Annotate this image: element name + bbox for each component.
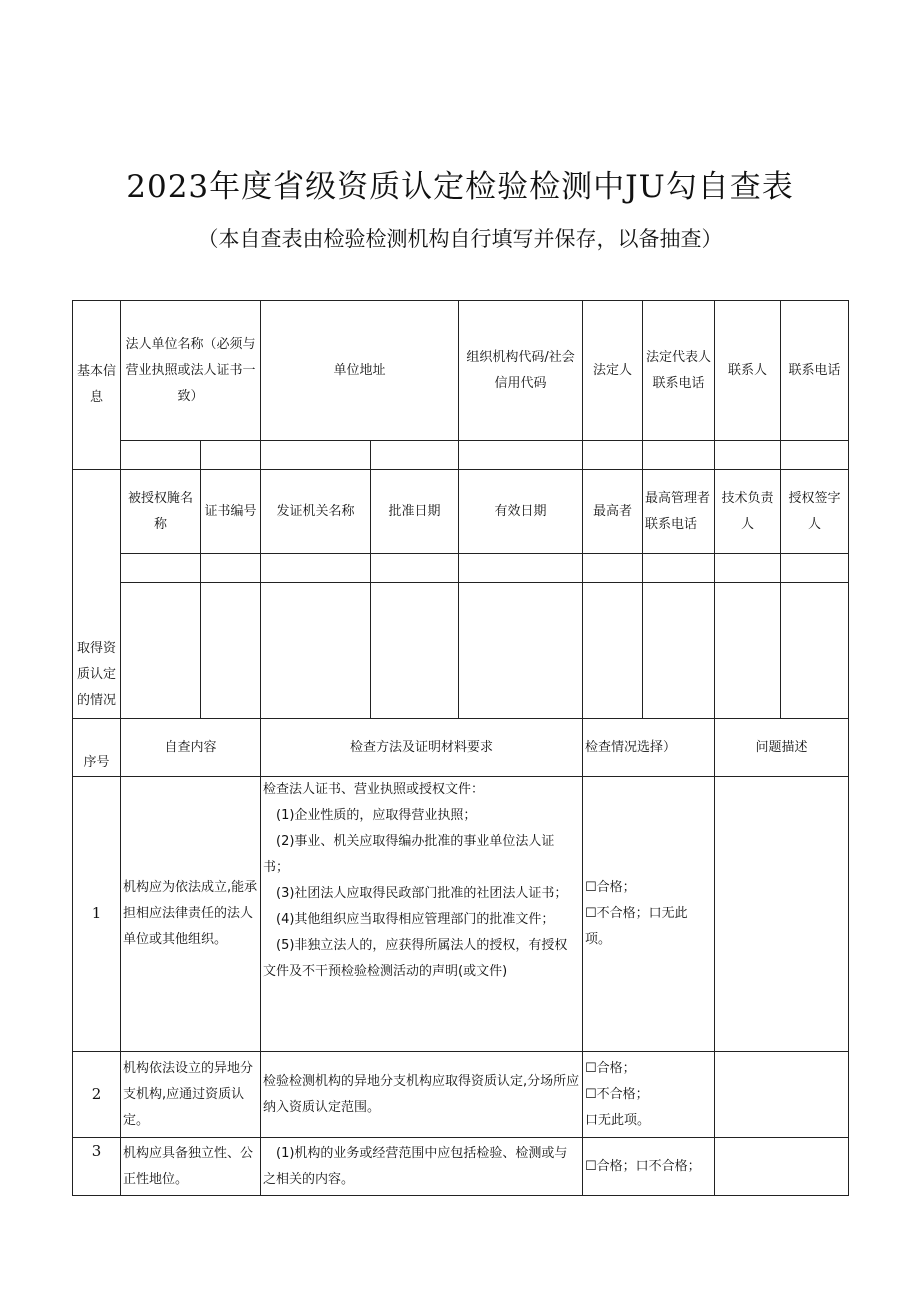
input-issuer-1[interactable] [261,554,371,583]
header-technical-lead: 技术负责人 [715,470,781,554]
item-1-result[interactable] [583,777,715,1052]
input-legal-rep-phone[interactable] [643,441,715,470]
header-certificate-number: 证书编号 [201,470,261,554]
input-legal-entity-name-b[interactable] [201,441,261,470]
header-contact-person: 联系人 [715,301,781,441]
header-org-code: 组织机构代码/社会信用代码 [459,301,583,441]
header-issuing-authority: 发证机关名称 [261,470,371,554]
input-contact-person[interactable] [715,441,781,470]
input-holder-1[interactable] [121,554,201,583]
page-title: 2023年度省级资质认定检验检测中JU勾自查表 [126,169,794,205]
input-holder-2[interactable] [121,583,201,719]
input-top-manager-2[interactable] [583,583,643,719]
header-check-method: 检查方法及证明材料要求 [261,719,583,777]
page-subtitle: （本自查表由检验检测机构自行填写并保存，以备抽查） [197,227,723,251]
input-org-code[interactable] [459,441,583,470]
input-top-manager-phone-1[interactable] [643,554,715,583]
input-valid-date-2[interactable] [459,583,583,719]
item-3-issue-input[interactable] [715,1138,849,1196]
item-1-issue-input[interactable] [715,777,849,1052]
item-1-method-point: (2)事业、机关应取得编办批准的事业单位法人证书； [263,834,555,875]
item-2-result-option[interactable]: 口无此项。 [585,1112,651,1128]
item-3-result-option[interactable]: ☐合格；口不合格； [585,1158,701,1174]
header-legal-representative: 法定人 [583,301,643,441]
item-1-content: 机构应为依法成立,能承担相应法律责任的法人单位或其他组织。 [121,777,261,1052]
item-1-method-point: (3)社团法人应取得民政部门批准的社团法人证书； [276,886,568,901]
input-cert-no-1[interactable] [201,554,261,583]
header-valid-date: 有效日期 [459,470,583,554]
input-legal-representative[interactable] [583,441,643,470]
input-top-manager-1[interactable] [583,554,643,583]
item-2-result[interactable] [583,1052,715,1138]
input-contact-phone[interactable] [781,441,849,470]
item-1-seq: 1 [73,777,121,1052]
header-top-manager: 最高者 [583,470,643,554]
header-top-manager-phone: 最高管理者联系电话 [643,470,715,554]
item-2-seq: 2 [73,1052,121,1138]
header-legal-rep-phone: 法定代表人联系电话 [643,301,715,441]
input-unit-address-a[interactable] [261,441,371,470]
input-unit-address-b[interactable] [371,441,459,470]
item-1-method-point: (5)非独立法人的，应获得所属法人的授权，有授权文件及不干预检验检测活动的声明(或文件) [263,938,568,979]
self-check-form [72,300,849,1196]
header-unit-address: 单位地址 [261,301,459,441]
item-1-method [261,777,583,1052]
input-legal-entity-name-a[interactable] [121,441,201,470]
header-issue-description: 问题描述 [715,719,849,777]
input-signatory-2[interactable] [781,583,849,719]
basic-info-label: 基本信息 [73,301,121,470]
item-2-result-option[interactable]: ☐不合格； [585,1086,649,1102]
item-2-method: 检验检测机构的异地分支机构应取得资质认定,分场所应纳入资质认定范围。 [261,1052,583,1138]
header-authorized-signatory: 授权签字人 [781,470,849,554]
input-signatory-1[interactable] [781,554,849,583]
input-tech-lead-1[interactable] [715,554,781,583]
input-approval-date-2[interactable] [371,583,459,719]
item-3-method: (1)机构的业务或经营范围中应包括检验、检测或与之相关的内容。 [261,1138,583,1196]
header-authorized-holder: 被授权腌名称 [121,470,201,554]
header-check-result: 检查情况选择） [583,719,715,777]
input-tech-lead-2[interactable] [715,583,781,719]
item-3-content: 机构应具备独立性、公正性地位。 [121,1138,261,1196]
input-approval-date-1[interactable] [371,554,459,583]
input-top-manager-phone-2[interactable] [643,583,715,719]
input-valid-date-1[interactable] [459,554,583,583]
input-cert-no-2[interactable] [201,583,261,719]
qualification-label: 取得资质认定的情况 [73,470,121,719]
item-2-issue-input[interactable] [715,1052,849,1138]
item-3-result[interactable] [583,1138,715,1196]
item-1-method-point: (1)企业性质的，应取得营业执照； [276,808,477,823]
header-approval-date: 批准日期 [371,470,459,554]
item-1-result-option[interactable]: ☐合格； [585,880,636,895]
header-contact-phone: 联系电话 [781,301,849,441]
item-2-content: 机构依法设立的异地分支机构,应通过资质认定。 [121,1052,261,1138]
input-issuer-2[interactable] [261,583,371,719]
item-3-seq: 3 [73,1138,121,1196]
item-1-result-option[interactable]: ☐不合格；口无此项。 [585,906,688,947]
item-2-result-option[interactable]: ☐合格； [585,1060,636,1076]
header-check-content: 自查内容 [121,719,261,777]
item-1-method-point: (4)其他组织应当取得相应管理部门的批准文件； [276,912,555,927]
header-legal-entity-name: 法人单位名称（必须与营业执照或法人证书一致） [121,301,261,441]
item-1-method-intro: 检查法人证书、营业执照或授权文件： [263,782,485,797]
header-seq: 序号 [73,719,121,777]
